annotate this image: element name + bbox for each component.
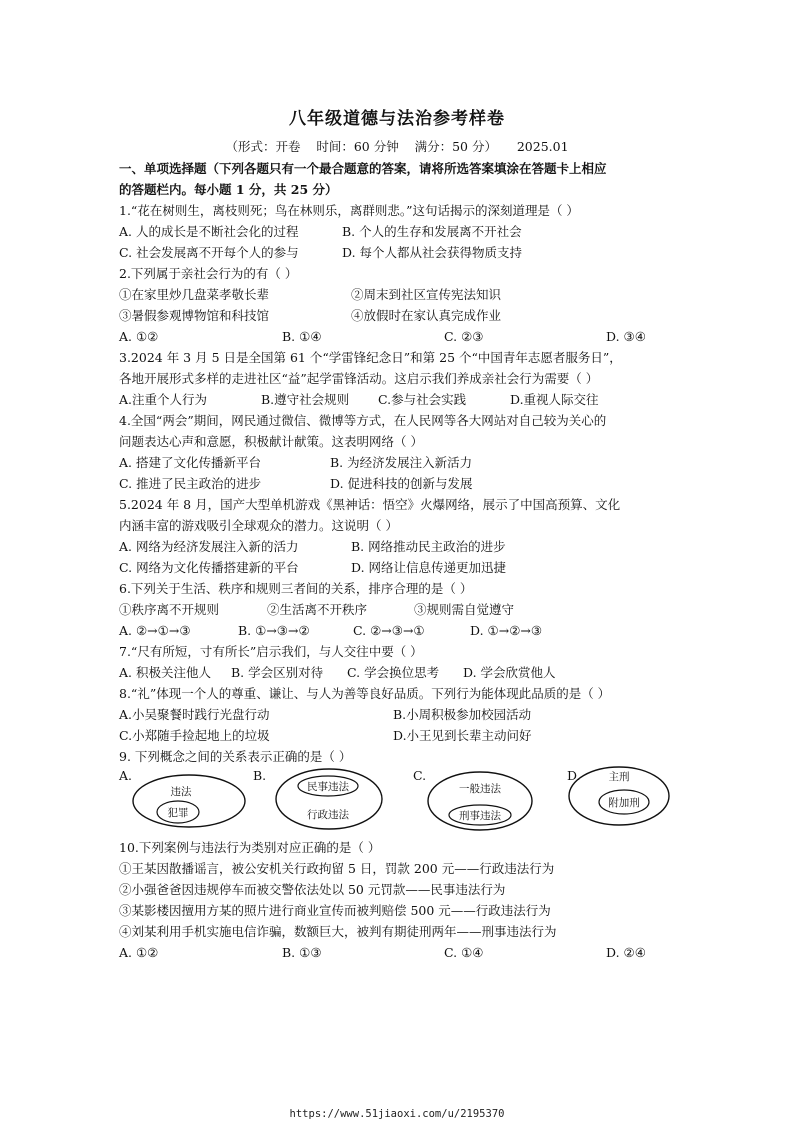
q6-item-3: ③规则需自觉遵守 (414, 602, 515, 617)
q9-c-outer-label: 一般违法 (459, 783, 501, 795)
q3-option-b: B.遵守社会规则 (261, 392, 350, 407)
q9-diagram-d (569, 767, 669, 825)
q5-option-c: C. 网络为文化传播搭建新的平台 (119, 560, 299, 575)
q10-item-3: ③某影楼因擅用方某的照片进行商业宣传而被判赔偿 500 元——行政违法行为 (119, 903, 551, 918)
q9-d-outer-label: 主刑 (608, 771, 630, 783)
q9-diagram-c (428, 772, 532, 830)
q2-option-c: C. ②③ (444, 329, 484, 344)
q9-b-bottom-label: 行政违法 (307, 809, 349, 821)
q7-option-a: A. 积极关注他人 (119, 665, 211, 680)
q1-option-c: C. 社会发展离不开每个人的参与 (119, 245, 299, 260)
q10-option-b: B. ①③ (282, 945, 322, 960)
q5-stem-line2: 内涵丰富的游戏吸引全球观众的潜力。这说明（ ） (119, 518, 398, 533)
q10-option-d: D. ②④ (606, 945, 646, 960)
q1-stem: 1.“花在树则生，离枝则死；鸟在林则乐，离群则悲。”这句话揭示的深刻道理是（ ） (119, 203, 579, 218)
q5-stem-line1: 5.2024 年 8 月，国产大型单机游戏《黑神话：悟空》火爆网络，展示了中国高预算、文化 (119, 497, 621, 512)
q8-option-d: D.小王见到长辈主动问好 (393, 728, 532, 743)
q8-option-c: C.小郑随手捡起地上的垃圾 (119, 728, 270, 743)
q7-stem: 7.“尺有所短，寸有所长”启示我们，与人交往中要（ ） (119, 644, 423, 659)
q6-item-1: ①秩序离不开规则 (119, 602, 220, 617)
q9-c-inner-label: 刑事违法 (459, 810, 501, 822)
q9-a-outer-label: 违法 (170, 786, 192, 798)
q6-option-a: A. ②→①→③ (119, 623, 191, 638)
q6-option-c: C. ②→③→① (353, 623, 425, 638)
q4-option-c: C. 推进了民主政治的进步 (119, 476, 262, 491)
q5-option-b: B. 网络推动民主政治的进步 (351, 539, 506, 554)
q4-option-d: D. 促进科技的创新与发展 (330, 476, 473, 491)
q10-option-a: A. ①② (119, 945, 159, 960)
q9-diagram-a (133, 775, 245, 827)
exam-meta: （形式：开卷 时间：60 分钟 满分：50 分） 2025.01 (225, 139, 569, 154)
q10-item-1: ①王某因散播谣言，被公安机关行政拘留 5 日，罚款 200 元——行政违法行为 (119, 861, 555, 876)
q8-option-b: B.小周积极参加校园活动 (393, 707, 532, 722)
q5-option-a: A. 网络为经济发展注入新的活力 (119, 539, 299, 554)
q5-option-d: D. 网络让信息传递更加迅捷 (351, 560, 507, 575)
q3-option-a: A.注重个人行为 (119, 392, 208, 407)
q10-item-4: ④刘某利用手机实施电信诈骗，数额巨大，被判有期徒刑两年——刑事违法行为 (119, 924, 557, 939)
q9-a-inner-label: 犯罪 (167, 807, 189, 819)
q2-option-d: D. ③④ (606, 329, 646, 344)
q6-stem: 6.下列关于生活、秩序和规则三者间的关系，排序合理的是（ ） (119, 581, 473, 596)
q2-item-3: ③暑假参观博物馆和科技馆 (119, 308, 270, 323)
q2-option-b: B. ①④ (282, 329, 322, 344)
q10-item-2: ②小强爸爸因违规停车而被交警依法处以 50 元罚款——民事违法行为 (119, 882, 506, 897)
q4-option-a: A. 搭建了文化传播新平台 (119, 455, 261, 470)
q3-option-c: C.参与社会实践 (378, 392, 467, 407)
q6-option-d: D. ①→②→③ (470, 623, 543, 638)
q9-label-b: B. (253, 768, 267, 783)
q1-option-a: A. 人的成长是不断社会化的过程 (119, 224, 299, 239)
q7-option-b: B. 学会区别对待 (231, 665, 324, 680)
q9-label-a: A. (119, 768, 133, 783)
q9-label-d: D. (567, 768, 581, 783)
q2-item-2: ②周末到社区宣传宪法知识 (351, 287, 502, 302)
q1-option-b: B. 个人的生存和发展离不开社会 (342, 224, 522, 239)
q2-item-1: ①在家里炒几盘菜孝敬长辈 (119, 287, 270, 302)
section-heading-line1: 一、单项选择题（下列各题只有一个最合题意的答案，请将所选答案填涂在答题卡上相应 (119, 161, 607, 176)
q10-option-c: C. ①④ (444, 945, 484, 960)
section-heading-line2: 的答题栏内。每小题 1 分，共 25 分） (119, 182, 338, 197)
q9-label-c: C. (413, 768, 427, 783)
q3-stem-line2: 各地开展形式多样的走进社区“益”起学雷锋活动。这启示我们养成亲社会行为需要（ ） (119, 371, 599, 386)
page-title: 八年级道德与法治参考样卷 (289, 109, 505, 129)
q7-option-d: D. 学会欣赏他人 (463, 665, 556, 680)
q9-diagram-b (276, 769, 382, 829)
q6-option-b: B. ①→③→② (238, 623, 310, 638)
q10-stem: 10.下列案例与违法行为类别对应正确的是（ ） (119, 840, 381, 855)
q8-stem: 8.“礼”体现一个人的尊重、谦让、与人为善等良好品质。下列行为能体现此品质的是（ ） (119, 686, 611, 701)
q4-option-b: B. 为经济发展注入新活力 (330, 455, 473, 470)
q3-stem-line1: 3.2024 年 3 月 5 日是全国第 61 个“学雷锋纪念日”和第 25 个“中国青年志愿者服务日”， (119, 350, 622, 365)
q9-d-inner-label: 附加刑 (608, 797, 640, 809)
q7-option-c: C. 学会换位思考 (347, 665, 440, 680)
q8-option-a: A.小吴聚餐时践行光盘行动 (119, 707, 270, 722)
q3-option-d: D.重视人际交往 (510, 392, 599, 407)
q2-item-4: ④放假时在家认真完成作业 (351, 308, 502, 323)
q2-stem: 2.下列属于亲社会行为的有（ ） (119, 266, 298, 281)
footer-link[interactable]: https://www.51jiaoxi.com/u/2195370 (289, 1108, 505, 1120)
q9-b-top-label: 民事违法 (307, 781, 349, 793)
q6-item-2: ②生活离不开秩序 (267, 602, 368, 617)
q1-option-d: D. 每个人都从社会获得物质支持 (342, 245, 523, 260)
q2-option-a: A. ①② (119, 329, 159, 344)
q4-stem-line2: 问题表达心声和意愿，积极献计献策。这表明网络（ ） (119, 434, 423, 449)
q9-stem: 9. 下列概念之间的关系表示正确的是（ ） (119, 749, 352, 764)
q4-stem-line1: 4.全国“两会”期间，网民通过微信、微博等方式，在人民网等各大网站对自己较为关心的 (119, 413, 607, 428)
q9-a-outer-ellipse (133, 775, 245, 827)
